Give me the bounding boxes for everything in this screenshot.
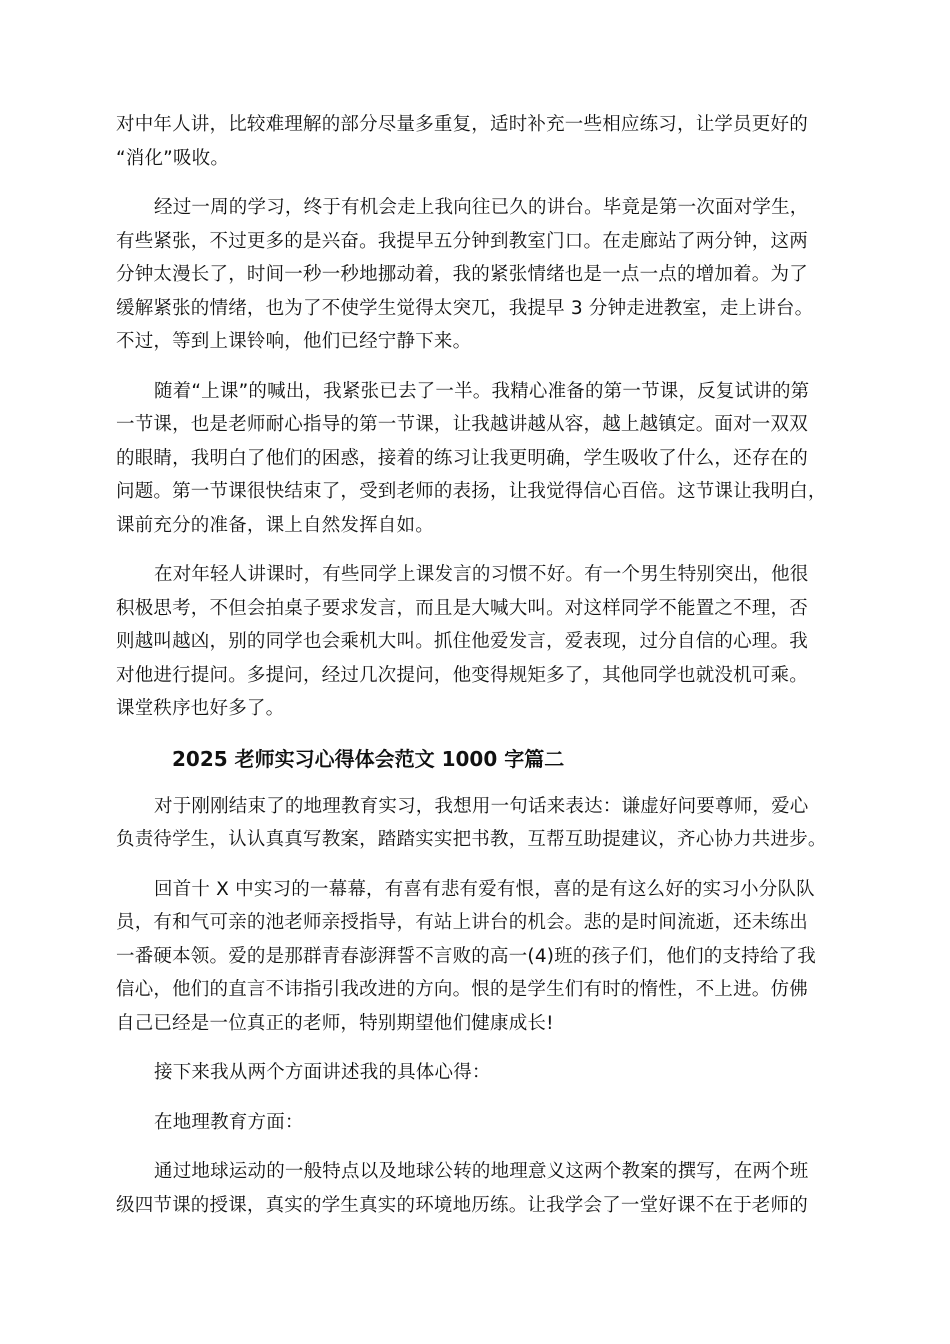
paragraph-8	[116, 1106, 838, 1140]
paragraph-6	[116, 873, 838, 1041]
text-line: 在地理教育方面：	[154, 1111, 304, 1133]
text-line: 有些紧张，不过更多的是兴奋。我提早五分钟到教室门口。在走廊站了两分钟，这两	[116, 230, 808, 252]
text-line: 课前充分的准备，课上自然发挥自如。	[116, 514, 434, 536]
paragraph-7	[116, 1056, 838, 1090]
text-line: 的眼睛，我明白了他们的困惑，接着的练习让我更明确，学生吸收了什么，还存在的	[116, 447, 808, 469]
paragraph-5	[116, 790, 838, 857]
text-line: 负责待学生，认认真真写教案，踏踏实实把书教，互帮互助提建议，齐心协力共进步。	[116, 829, 827, 850]
text-line: 回首十 X 中实习的一幕幕，有喜有悲有爱有恨，喜的是有这么好的实习小分队队	[154, 878, 815, 900]
text-line: 分钟太漫长了，时间一秒一秒地挪动着，我的紧张情绪也是一点一点的增加着。为了	[116, 264, 808, 285]
text-line: 对他进行提问。多提问，经过几次提问，他变得规矩多了，其他同学也就没机可乘。	[116, 664, 808, 686]
text-line: 一番硬本领。爱的是那群青春澎湃誓不言败的高一(4)班的孩子们，他们的支持给了我	[116, 945, 817, 967]
text-line: 课堂秩序也好多了。	[116, 698, 285, 719]
paragraph-4	[116, 558, 838, 726]
paragraph-3	[116, 375, 838, 543]
document-body	[116, 108, 838, 1238]
text-line: 对于刚刚结束了的地理教育实习，我想用一句话来表达：谦虚好问要尊师，爱心	[154, 795, 809, 817]
text-line: 通过地球运动的一般特点以及地球公转的地理意义这两个教案的撰写，在两个班	[154, 1161, 809, 1182]
text-line: 问题。第一节课很快结束了，受到老师的表扬，让我觉得信心百倍。这节课让我明白，	[116, 481, 827, 502]
paragraph-1	[116, 108, 838, 175]
text-line: 级四节课的授课，真实的学生真实的环境地历练。让我学会了一堂好课不在于老师的	[116, 1194, 808, 1216]
text-line: 员，有和气可亲的池老师亲授指导，有站上讲台的机会。悲的是时间流逝，还未练出	[116, 912, 808, 933]
text-line: 对中年人讲，比较难理解的部分尽量多重复，适时补充一些相应练习，让学员更好的	[116, 114, 808, 135]
text-line: 在对年轻人讲课时，有些同学上课发言的习惯不好。有一个男生特别突出，他很	[154, 564, 809, 585]
paragraph-9	[116, 1155, 838, 1222]
paragraph-2	[116, 191, 838, 359]
text-line: 自己已经是一位真正的老师，特别期望他们健康成长!	[116, 1012, 554, 1034]
text-line: 一节课，也是老师耐心指导的第一节课，让我越讲越从容，越上越镇定。面对一双双	[116, 414, 808, 435]
text-line: 信心，他们的直言不讳指引我改进的方向。恨的是学生们有时的惰性，不上进。仿佛	[116, 979, 808, 1000]
text-line: 不过，等到上课铃响，他们已经宁静下来。	[116, 331, 472, 352]
text-line: 则越叫越凶，别的同学也会乘机大叫。抓住他爱发言，爱表现，过分自信的心理。我	[116, 631, 808, 652]
text-line: 经过一周的学习，终于有机会走上我向往已久的讲台。毕竟是第一次面对学生，	[154, 197, 809, 218]
text-line: 随着“上课”的喊出，我紧张已去了一半。我精心准备的第一节课，反复试讲的第	[154, 380, 810, 402]
text-line: 积极思考，不但会拍桌子要求发言，而且是大喊大叫。对这样同学不能置之不理，否	[116, 597, 808, 619]
section-heading: 2025 老师实习心得体会范文 1000 字篇二	[172, 746, 565, 771]
text-line: 接下来我从两个方面讲述我的具体心得：	[154, 1062, 491, 1083]
text-line: 缓解紧张的情绪，也为了不使学生觉得太突兀，我提早 3 分钟走进教室，走上讲台。	[116, 297, 814, 319]
text-line: “消化”吸收。	[116, 147, 230, 169]
